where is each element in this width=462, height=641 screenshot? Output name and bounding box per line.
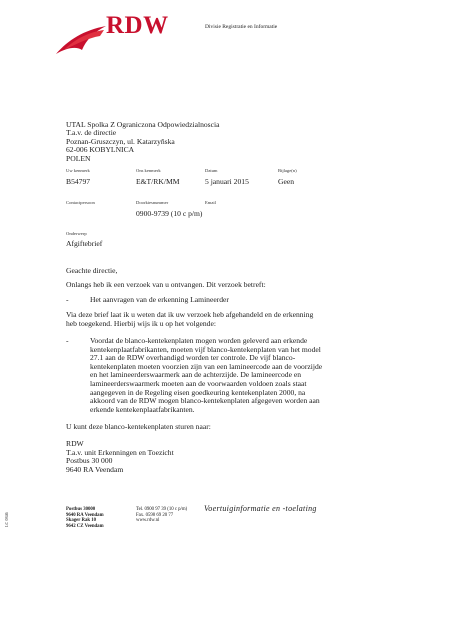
condition-line: 27.1 aan de RDW overhandigd worden ter controle. De vijf blanco-	[90, 353, 296, 363]
email-label: Email	[205, 200, 216, 205]
send-address-line: T.a.v. unit Erkenningen en Toezicht	[66, 447, 174, 457]
send-address-line: Postbus 30 000	[66, 456, 113, 466]
recipient-line: T.a.v. de directie	[66, 128, 117, 138]
footer-line: www.rdw.nl	[136, 518, 160, 524]
doorkiesnummer-label: Doorkiesnummer	[136, 200, 169, 205]
condition-line: kentekenplaatfabrikanten, moeten vijf blanco-kentekenplaten van het model	[90, 344, 321, 354]
intro-text: Onlangs heb ik een verzoek van u ontvangen. Dit verzoek betreft:	[66, 280, 266, 289]
doorkiesnummer-value: 0900-9739 (10 c p/m)	[136, 209, 203, 218]
dash-marker: -	[66, 295, 69, 304]
condition-line: en het lamineerderswaarmerk aan de achterzijde. De lamineercode en	[90, 370, 302, 380]
dash-marker: -	[66, 336, 69, 345]
onderwerp-value: Afgiftebrief	[66, 239, 103, 248]
department-name: Divisie Registratie en Informatie	[205, 24, 278, 30]
brand-name: RDW	[106, 12, 169, 39]
condition-line: lamineerderswaarmerk moeten aan de voorwaarden voldoen zoals staat	[90, 378, 307, 388]
paragraph-line: heb toegekend. Hierbij wijs ik u op het volgende:	[66, 318, 216, 328]
uw-kenmerk-label: Uw kenmerk	[66, 168, 90, 173]
salutation: Geachte directie,	[66, 266, 118, 275]
recipient-line: Poznan-Gruszczyn, ul. Katarzyñska	[66, 136, 175, 146]
condition-line: kentekenplaten moeten voorzien zijn van een lamineercode aan de voorzijde	[90, 361, 323, 371]
condition-line: akkoord van de RDW mogen blanco-kentekenplaten afgegeven worden aan	[90, 396, 320, 406]
bullet-text: Het aanvragen van de erkenning Lamineerder	[90, 295, 229, 304]
condition-item	[66, 337, 356, 414]
footer-line: Skager Rak 10	[66, 518, 97, 524]
side-code: LC 0846	[4, 512, 9, 527]
send-address-line: RDW	[66, 439, 84, 448]
paragraph-line: Via deze brief laat ik u weten dat ik uw verzoek heb afgehandeld en de erkenning	[66, 310, 314, 319]
footer-line: 9640 RA Veendam	[66, 512, 104, 518]
send-address	[66, 440, 356, 474]
datum-value: 5 januari 2015	[205, 177, 249, 186]
condition-line: Voordat de blanco-kentekenplaten mogen worden geleverd aan erkende	[90, 336, 308, 345]
footer-slogan: Voertuiginformatie en -toelating	[204, 504, 317, 513]
recipient-line: POLEN	[66, 153, 91, 163]
send-address-line: 9640 RA Veendam	[66, 464, 124, 474]
condition-text	[66, 337, 356, 414]
ons-kenmerk-value: E&T/RK/MM	[136, 177, 180, 186]
onderwerp-label: Onderwerp	[66, 231, 87, 236]
recipient-line: 62-006 KOBYLNICA	[66, 145, 135, 155]
condition-line: aangegeven in de Regeling eisen goedkeuring kentekenplaten 2000, na	[90, 387, 306, 397]
ons-kenmerk-label: Ons kenmerk	[136, 168, 161, 173]
contactpersoon-label: Contactpersoon	[66, 200, 95, 205]
uw-kenmerk-value: B54797	[66, 177, 91, 186]
send-to-text: U kunt deze blanco-kentekenplaten sturen naar:	[66, 422, 211, 431]
bijlagen-value: Geen	[278, 177, 295, 186]
recipient-address	[66, 121, 219, 163]
condition-line: erkende kentekenplaatfabrikanten.	[90, 404, 195, 414]
footer-line: Fax. 0598 69 20 77	[136, 512, 174, 518]
footer-line: Tel. 0900 97 39 (10 c p/m)	[136, 507, 188, 512]
footer-line: 9642 CZ Veendam	[66, 523, 104, 529]
footer-line: Postbus 30000	[66, 507, 96, 512]
footer-contact	[136, 507, 187, 524]
bijlagen-label: Bijlage(n)	[278, 168, 297, 173]
paragraph-2	[66, 311, 356, 328]
footer-address	[66, 507, 104, 529]
datum-label: Datum	[205, 168, 218, 173]
recipient-line: UTAL Spolka Z Ograniczona Odpowiedzialnoscia	[66, 120, 220, 129]
bullet-item	[66, 296, 356, 305]
